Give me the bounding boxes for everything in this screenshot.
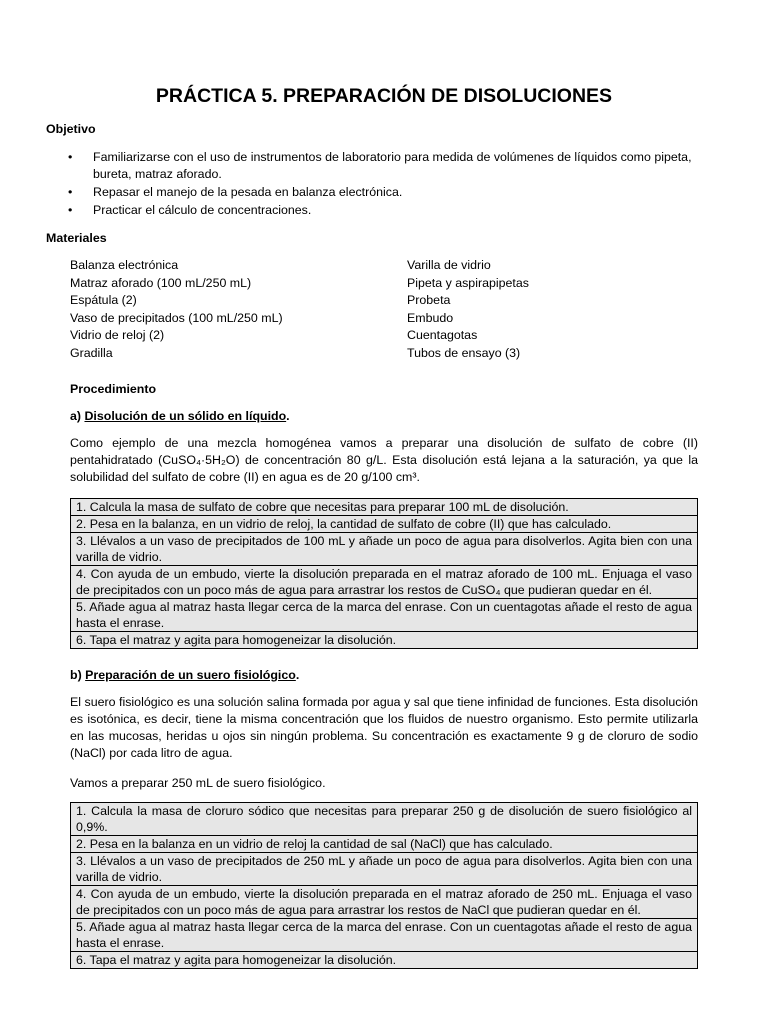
table-cell: 1. Calcula la masa de sulfato de cobre que necesitas para preparar 100 mL de disolución. [71,499,698,516]
list-item: Embudo [407,310,454,325]
section-b-suffix: . [295,668,300,682]
table-row [71,599,698,632]
section-a-title: Disolución de un sólido en líquido [84,409,287,423]
table-row [71,533,698,566]
list-item: Gradilla [70,345,113,360]
section-a-heading [70,408,290,425]
table-cell: 5. Añade agua al matraz hasta llegar cerca de la marca del enrase. Con un cuentagotas añade el resto de agua hasta el enrase. [71,919,698,952]
table-row [71,566,698,599]
procedimiento-heading: Procedimiento [70,382,157,396]
table-row [71,952,698,969]
section-b-title: Preparación de un suero fisiológico [85,668,296,682]
list-item: Vaso de precipitados (100 mL/250 mL) [70,310,283,325]
table-cell: 2. Pesa en la balanza, en un vidrio de reloj, la cantidad de sulfato de cobre (II) que has calculado. [71,516,698,533]
objetivo-list [46,149,726,220]
table-cell: 2. Pesa en la balanza en un vidrio de reloj la cantidad de sal (NaCl) que has calculado. [71,836,698,853]
table-row [71,919,698,952]
section-a-suffix: . [286,409,290,423]
materials-column-right [407,257,529,363]
materials-column-left [70,257,283,363]
table-row [71,836,698,853]
section-b-heading [70,667,299,684]
table-cell: 3. Llévalos a un vaso de precipitados de 250 mL y añade un poco de agua para disolverlos. Agita bien con una varilla de vidrio. [71,853,698,886]
table-cell: 6. Tapa el matraz y agita para homogeneizar la disolución. [71,632,698,649]
table-cell: 1. Calcula la masa de cloruro sódico que necesitas para preparar 250 g de disolución de suero fisiológico al 0,9%. [71,803,698,836]
table-cell: 4. Con ayuda de un embudo, vierte la disolución preparada en el matraz aforado de 250 mL. Enjuaga el vaso de precipitados con un poco más de agua para arrastrar los restos de NaCl que pudieran quedar en él. [71,886,698,919]
list-item: Cuentagotas [407,328,478,343]
section-b-intro: El suero fisiológico es una solución salina formada por agua y sal que tiene infinidad de funciones. Esta disolución es isotónica, es decir, tiene la misma concentración que los fluidos de nuestro organismo. Esto permite utilizarla en las mucosas, heridas u ojos sin ningún problema. Su concentración es exactamente 9 g de cloruro de sodio (NaCl) por cada litro de agua. [70,695,698,760]
section-b-intro2: Vamos a preparar 250 mL de suero fisiológico. [70,776,326,790]
table-cell: 5. Añade agua al matraz hasta llegar cerca de la marca del enrase. Con un cuentagotas añade el resto de agua hasta el enrase. [71,599,698,632]
list-item: Vidrio de reloj (2) [70,328,165,343]
materiales-heading: Materiales [46,231,107,245]
list-item: Balanza electrónica [70,258,179,272]
list-item: Tubos de ensayo (3) [407,345,521,360]
table-cell: 3. Llévalos a un vaso de precipitados de 100 mL y añade un poco de agua para disolverlos. Agita bien con una varilla de vidrio. [71,533,698,566]
table-row [71,632,698,649]
section-b-prefix: b) [70,668,86,682]
list-item: Varilla de vidrio [407,258,491,272]
table-row [71,853,698,886]
list-item: • Practicar el cálculo de concentraciones. [46,202,726,219]
page-title: PRÁCTICA 5. PREPARACIÓN DE DISOLUCIONES [155,85,613,107]
list-item: Matraz aforado (100 mL/250 mL) [70,275,252,290]
table-cell: 6. Tapa el matraz y agita para homogeneizar la disolución. [71,952,698,969]
list-item: Probeta [407,293,451,308]
list-item: • Repasar el manejo de la pesada en balanza electrónica. [46,184,726,201]
list-item: Pipeta y aspirapipetas [407,275,529,290]
section-b-steps-table [70,802,698,969]
list-item: Espátula (2) [70,293,137,308]
section-a-intro: Como ejemplo de una mezcla homogénea vamos a preparar una disolución de sulfato de cobre (II) pentahidratado (CuSO₄·5H₂O) de concentración 80 g/L. Esta disolución está lejana a la saturación, ya que la solubilidad del sulfato de cobre (II) en agua es de 20 g/100 cm³. [70,436,698,484]
section-a-prefix: a) [70,409,85,423]
table-row [71,516,698,533]
list-item: • Familiarizarse con el uso de instrumentos de laboratorio para medida de volúmenes de líquidos como pipeta, bureta, matraz aforado. [46,149,726,183]
table-cell: 4. Con ayuda de un embudo, vierte la disolución preparada en el matraz aforado de 100 mL. Enjuaga el vaso de precipitados con un poco más de agua para arrastrar los restos de CuSO₄ que pudieran quedar en él. [71,566,698,599]
table-row [71,803,698,836]
objetivo-heading: Objetivo [46,122,96,136]
table-row [71,886,698,919]
table-row [71,499,698,516]
section-a-steps-table [70,498,698,649]
